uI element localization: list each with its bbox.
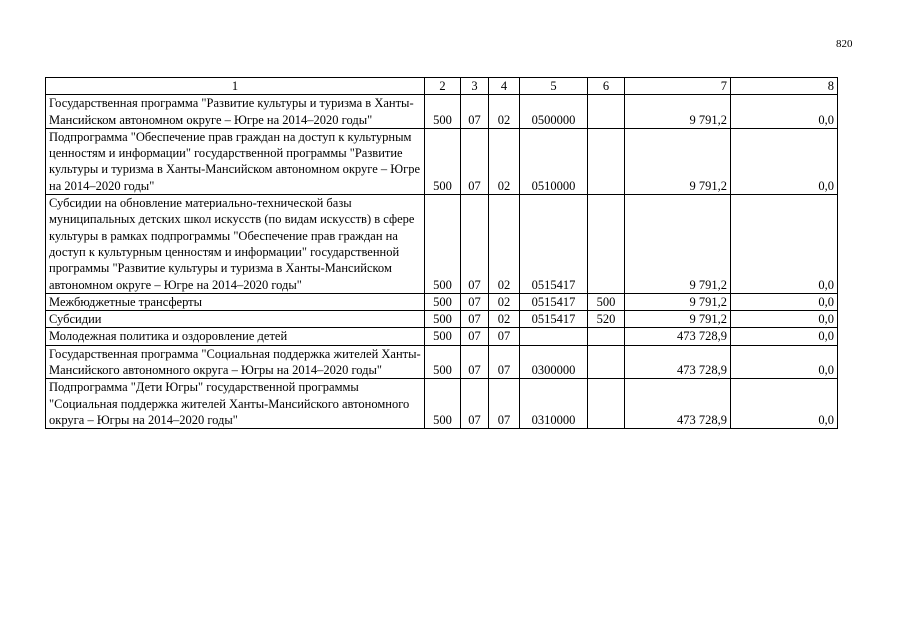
section-code-cell: 500 [425, 293, 461, 310]
column-header-6: 6 [588, 78, 625, 95]
column-header-3: 3 [461, 78, 489, 95]
target-article-cell: 0515417 [520, 311, 588, 328]
row-name-cell: Подпрограмма "Дети Югры" государственной программы "Социальная поддержка жителей Ханты-Мансийского автономного округа – Югры на 2014–2020 годы" [46, 379, 425, 429]
target-article-cell: 0310000 [520, 379, 588, 429]
section-code-cell: 500 [425, 379, 461, 429]
section-code-cell: 500 [425, 345, 461, 379]
section-code-cell: 500 [425, 311, 461, 328]
amount-cell: 9 791,2 [625, 293, 731, 310]
target-article-cell: 0300000 [520, 345, 588, 379]
expense-type-cell [588, 345, 625, 379]
amount-cell: 9 791,2 [625, 128, 731, 194]
expense-type-cell [588, 328, 625, 345]
amount-cell: 9 791,2 [625, 195, 731, 294]
row-name-cell: Межбюджетные трансферты [46, 293, 425, 310]
chapter-code-cell: 07 [461, 345, 489, 379]
row-name-cell: Молодежная политика и оздоровление детей [46, 328, 425, 345]
row-name-cell: Субсидии на обновление материально-технической базы муниципальных детских школ искусств (по видам искусств) в сфере культуры в рамках подпрограммы "Обеспечение прав граждан на доступ к культурным ценностям и информации" государственной программы "Развитие культуры и туризма в Ханты-Мансийском автономном округе – Югре на 2014–2020 годы" [46, 195, 425, 294]
target-article-cell: 0515417 [520, 195, 588, 294]
table-row [46, 293, 838, 310]
amount-cell: 473 728,9 [625, 379, 731, 429]
subsection-code-cell: 02 [489, 195, 520, 294]
row-name-cell: Подпрограмма "Обеспечение прав граждан на доступ к культурным ценностям и информации" государственной программы "Развитие культуры и туризма в Ханты-Мансийском автономном округе – Югре на 2014–2020 годы" [46, 128, 425, 194]
expense-type-cell [588, 95, 625, 129]
table-row [46, 328, 838, 345]
table-row [46, 128, 838, 194]
chapter-code-cell: 07 [461, 95, 489, 129]
row-name-cell: Государственная программа "Развитие культуры и туризма в Ханты-Мансийском автономном округе – Югре на 2014–2020 годы" [46, 95, 425, 129]
amount-2-cell: 0,0 [731, 345, 838, 379]
row-name-cell: Субсидии [46, 311, 425, 328]
amount-2-cell: 0,0 [731, 311, 838, 328]
chapter-code-cell: 07 [461, 328, 489, 345]
subsection-code-cell: 02 [489, 128, 520, 194]
chapter-code-cell: 07 [461, 128, 489, 194]
chapter-code-cell: 07 [461, 195, 489, 294]
subsection-code-cell: 07 [489, 345, 520, 379]
column-header-7: 7 [625, 78, 731, 95]
chapter-code-cell: 07 [461, 293, 489, 310]
table-row [46, 345, 838, 379]
target-article-cell: 0510000 [520, 128, 588, 194]
amount-2-cell: 0,0 [731, 95, 838, 129]
column-header-2: 2 [425, 78, 461, 95]
subsection-code-cell: 02 [489, 95, 520, 129]
subsection-code-cell: 02 [489, 311, 520, 328]
expense-type-cell [588, 379, 625, 429]
budget-table [45, 77, 838, 429]
column-header-4: 4 [489, 78, 520, 95]
amount-cell: 9 791,2 [625, 95, 731, 129]
chapter-code-cell: 07 [461, 311, 489, 328]
table-row [46, 311, 838, 328]
section-code-cell: 500 [425, 95, 461, 129]
row-name-cell: Государственная программа "Социальная поддержка жителей Ханты-Мансийского автономного округа – Югры на 2014–2020 годы" [46, 345, 425, 379]
expense-type-cell [588, 128, 625, 194]
section-code-cell: 500 [425, 328, 461, 345]
expense-type-cell: 500 [588, 293, 625, 310]
table-row [46, 95, 838, 129]
amount-2-cell: 0,0 [731, 293, 838, 310]
amount-cell: 473 728,9 [625, 328, 731, 345]
chapter-code-cell: 07 [461, 379, 489, 429]
table-body [46, 95, 838, 429]
column-header-8: 8 [731, 78, 838, 95]
subsection-code-cell: 02 [489, 293, 520, 310]
expense-type-cell [588, 195, 625, 294]
amount-cell: 9 791,2 [625, 311, 731, 328]
amount-2-cell: 0,0 [731, 128, 838, 194]
subsection-code-cell: 07 [489, 379, 520, 429]
page-number: 820 [836, 38, 853, 50]
target-article-cell: 0515417 [520, 293, 588, 310]
table-header-row [46, 78, 838, 95]
table-row [46, 379, 838, 429]
amount-2-cell: 0,0 [731, 195, 838, 294]
column-header-1: 1 [46, 78, 425, 95]
amount-2-cell: 0,0 [731, 328, 838, 345]
subsection-code-cell: 07 [489, 328, 520, 345]
section-code-cell: 500 [425, 128, 461, 194]
amount-2-cell: 0,0 [731, 379, 838, 429]
column-header-5: 5 [520, 78, 588, 95]
table-row [46, 195, 838, 294]
target-article-cell [520, 328, 588, 345]
amount-cell: 473 728,9 [625, 345, 731, 379]
target-article-cell: 0500000 [520, 95, 588, 129]
expense-type-cell: 520 [588, 311, 625, 328]
section-code-cell: 500 [425, 195, 461, 294]
